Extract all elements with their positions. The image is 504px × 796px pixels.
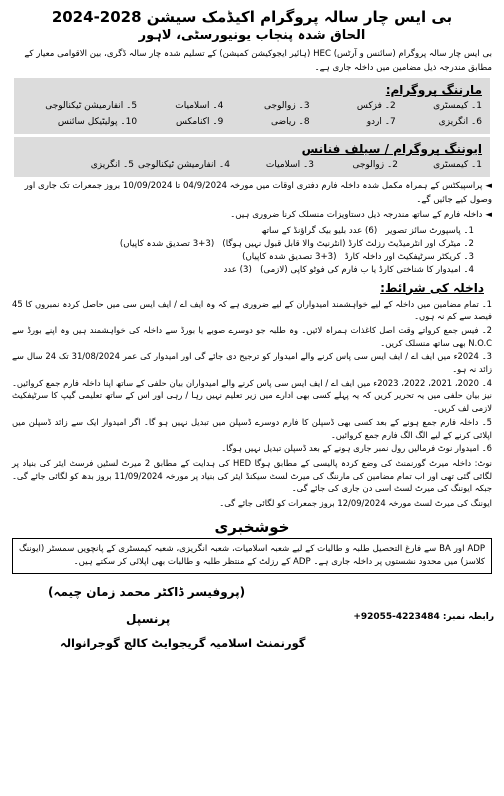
subject-item: 9۔ اکنامکس xyxy=(175,117,224,127)
bullet-item: ◄داخلہ فارم کے ساتھ مندرجہ ذیل دستاویزات منسلک کرنا ضروری ہیں۔ xyxy=(230,210,492,220)
signatory-name: (پروفیسر ڈاکٹر محمد زمان چیمہ) xyxy=(48,584,246,599)
condition-item: 6۔ امیدوار نوٹ فرمالیں رول نمبر جاری ہونے کے بعد ڈسپلن تبدیل نہیں ہوگا۔ xyxy=(221,443,492,454)
college-name: گورنمنٹ اسلامیہ گریجوایٹ کالج گوجرانوالہ xyxy=(60,635,306,650)
subject-item: 4۔ اسلامیات xyxy=(175,101,224,111)
subject-item: 5۔ انفارمیشن ٹیکنالوجی xyxy=(45,101,138,111)
contact-number: +92055-4223484 xyxy=(353,611,440,622)
required-documents-list xyxy=(12,225,474,277)
signatory-title: پرنسپل xyxy=(126,611,171,626)
evening-program-panel xyxy=(14,137,490,177)
good-news-heading: خوشخبری xyxy=(214,517,290,536)
subject-item: 10۔ پولیٹیکل سائنس xyxy=(57,117,138,127)
morning-subjects-grid xyxy=(22,99,482,129)
bullet-text: پراسپیکٹس کے ہمراہ مکمل شدہ داخلہ فارم دفتری اوقات میں مورخہ 04/9/2024 تا 10/09/2024 بروز جمعرات تک جاری اور وصول کیے جائیں گے۔ xyxy=(24,181,492,205)
condition-item: 4۔ 2020، 2021، 2022، 2023ء میں ایف اے / ایف ایس سی پاس کرنے والے امیدواران بیان حلفی کے ساتھ اپنا داخلہ فارم جمع کروائیں۔ نیز بیان حلفی میں یہ تحریر کریں کہ یہ پہلے کسی بھی ادارے میں زیر تعلیم نہیں رہا / رہی اور اس کے ساتھ تعلیمی گیپ کا سرٹیفکیٹ لازمی لف کریں۔ xyxy=(12,377,492,414)
morning-program-heading: مارننگ پروگرام: xyxy=(385,83,482,97)
notice-title: بی ایس چار سالہ پروگرام اکیڈمک سیشن 2028-2024 xyxy=(51,8,453,26)
subject-item: 3۔ اسلامیات xyxy=(265,160,314,170)
document-item: 1۔ پاسپورٹ سائز تصویر (6) عدد بلیو بیک گراؤنڈ کے ساتھ xyxy=(261,225,474,236)
subject-item: 7۔ اردو xyxy=(366,117,396,127)
document-item: 4۔ امیدوار کا شناختی کارڈ یا ب فارم کی فوٹو کاپی (لازمی) (3) عدد xyxy=(223,264,474,275)
good-news-box: ADP اور BA سے فارغ التحصیل طلبہ و طالبات کے لیے شعبہ اسلامیات، شعبہ انگریزی، شعبہ کیمسٹری کے پانچویں سمسٹر (ایوننگ کلاسز) میں محدود نشستوں پر داخلہ جاری ہے۔ ADP کے رزلٹ کے منتظر طلبہ و طالبات بھی اپلائی کر سکتے ہیں۔ xyxy=(12,538,492,574)
footer xyxy=(8,578,496,690)
subject-item: 2۔ فزکس xyxy=(356,101,396,111)
subject-item: 5۔ انگریزی xyxy=(90,160,135,170)
affiliation-line: الحاق شدہ پنجاب یونیورسٹی، لاہور xyxy=(138,28,366,43)
bullet-item: ◄پراسپیکٹس کے ہمراہ مکمل شدہ داخلہ فارم دفتری اوقات میں مورخہ 04/9/2024 تا 10/09/2024 بروز جمعرات تک جاری اور وصول کیے جائیں گے۔ xyxy=(24,181,492,205)
subject-item: 4۔ انفارمیشن ٹیکنالوجی xyxy=(138,160,230,170)
intro-paragraph: بی ایس چار سالہ پروگرام (سائنس و آرٹس) HEC (ہائیر ایجوکیشن کمیشن) کے تسلیم شدہ چار سالہ ڈگری، بین الاقوامی معیار کے مطابق مندرجہ ذیل مضامین میں داخلہ جاری ہے۔ xyxy=(24,49,492,73)
evening-subjects-grid xyxy=(22,158,482,172)
document-item: 2۔ میٹرک اور انٹرمیڈیٹ رزلٹ کارڈ (انٹرنیٹ والا قابل قبول نہیں ہوگا) (3+3 تصدیق شدہ کاپیاں) xyxy=(119,238,474,249)
evening-program-heading: ایوننگ پروگرام / سیلف فنانس xyxy=(301,142,482,156)
condition-item: 5۔ داخلہ فارم جمع ہونے کے بعد کسی بھی ڈسپلن کا فارم دوسرے ڈسپلن میں تبدیل نہیں ہو گا۔ اگر امیدوار ایک سے زائد ڈسپلن میں اپلائی کرنے کے لیے الگ الگ فارم جمع کروائیں۔ xyxy=(12,416,492,440)
subject-item: 1۔ کیمسٹری xyxy=(433,160,482,170)
condition-item: 2۔ فیس جمع کرواتے وقت اصل کاغذات ہمراہ لائیں۔ وہ طلبہ جو دوسرے صوبے یا بورڈ سے داخلہ کی خواہشمند ہیں وہ اپنے بورڈ سے N.O.C بھی ساتھ منسلک کریں۔ xyxy=(12,324,492,348)
contact-label: رابطہ نمبر: xyxy=(442,611,494,622)
morning-program-panel xyxy=(14,78,490,134)
subject-item: 2۔ زوالوجی xyxy=(352,160,398,170)
subject-item: 6۔ انگریزی xyxy=(438,117,482,127)
subject-item: 1۔ کیمسٹری xyxy=(433,101,482,111)
evening-merit-note: ایوننگ کی میرٹ لسٹ مورخہ 12/09/2024 بروز جمعرات کو لگائی جائے گی۔ xyxy=(219,498,492,509)
bullet-text: داخلہ فارم کے ساتھ مندرجہ ذیل دستاویزات منسلک کرنا ضروری ہیں۔ xyxy=(230,210,483,220)
contact-line xyxy=(353,612,494,622)
condition-item: 1۔ تمام مضامین میں داخلہ کے لیے خواہشمند امیدواران کے لیے ضروری ہے کہ وہ ایف اے / ایف ایس سی میں حاصل کردہ نمبروں کا 45 فیصد سے کم نہ ہوں۔ xyxy=(12,298,492,322)
subject-item: 8۔ ریاضی xyxy=(270,117,310,127)
merit-note: نوٹ: داخلہ میرٹ گورنمنٹ کی وضع کردہ پالیسی کے مطابق ہوگا HED کی ہدایت کے مطابق 2 میرٹ لسٹیں فرسٹ ایئر کی بنیاد پر لگائی گئی تھی اور اب تمام مضامین کی مارننگ کی میرٹ لسٹ سیکنڈ ایئر کی بنیاد پر مورخہ 11/09/2024 بروز بدھ کو لگائی جائے گی۔ جبکہ ایوننگ کی میرٹ لسٹ اسی دن جاری کی جائے گی۔ xyxy=(12,457,492,494)
conditions-heading: داخلہ کی شرائط: xyxy=(380,280,484,295)
document-item: 3۔ کریکٹر سرٹیفکیٹ اور داخلہ کارڈ (3+3 تصدیق شدہ کاپیاں) xyxy=(242,251,474,262)
condition-item: 3۔ 2024ء میں ایف اے / ایف ایس سی پاس کرنے والے امیدوار کو ترجیح دی جائے گی اور امیدوار کی عمر 31/08/2024 تک 24 سال سے زائد نہ ہو۔ xyxy=(12,351,492,375)
subject-item: 3۔ زوالوجی xyxy=(264,101,310,111)
